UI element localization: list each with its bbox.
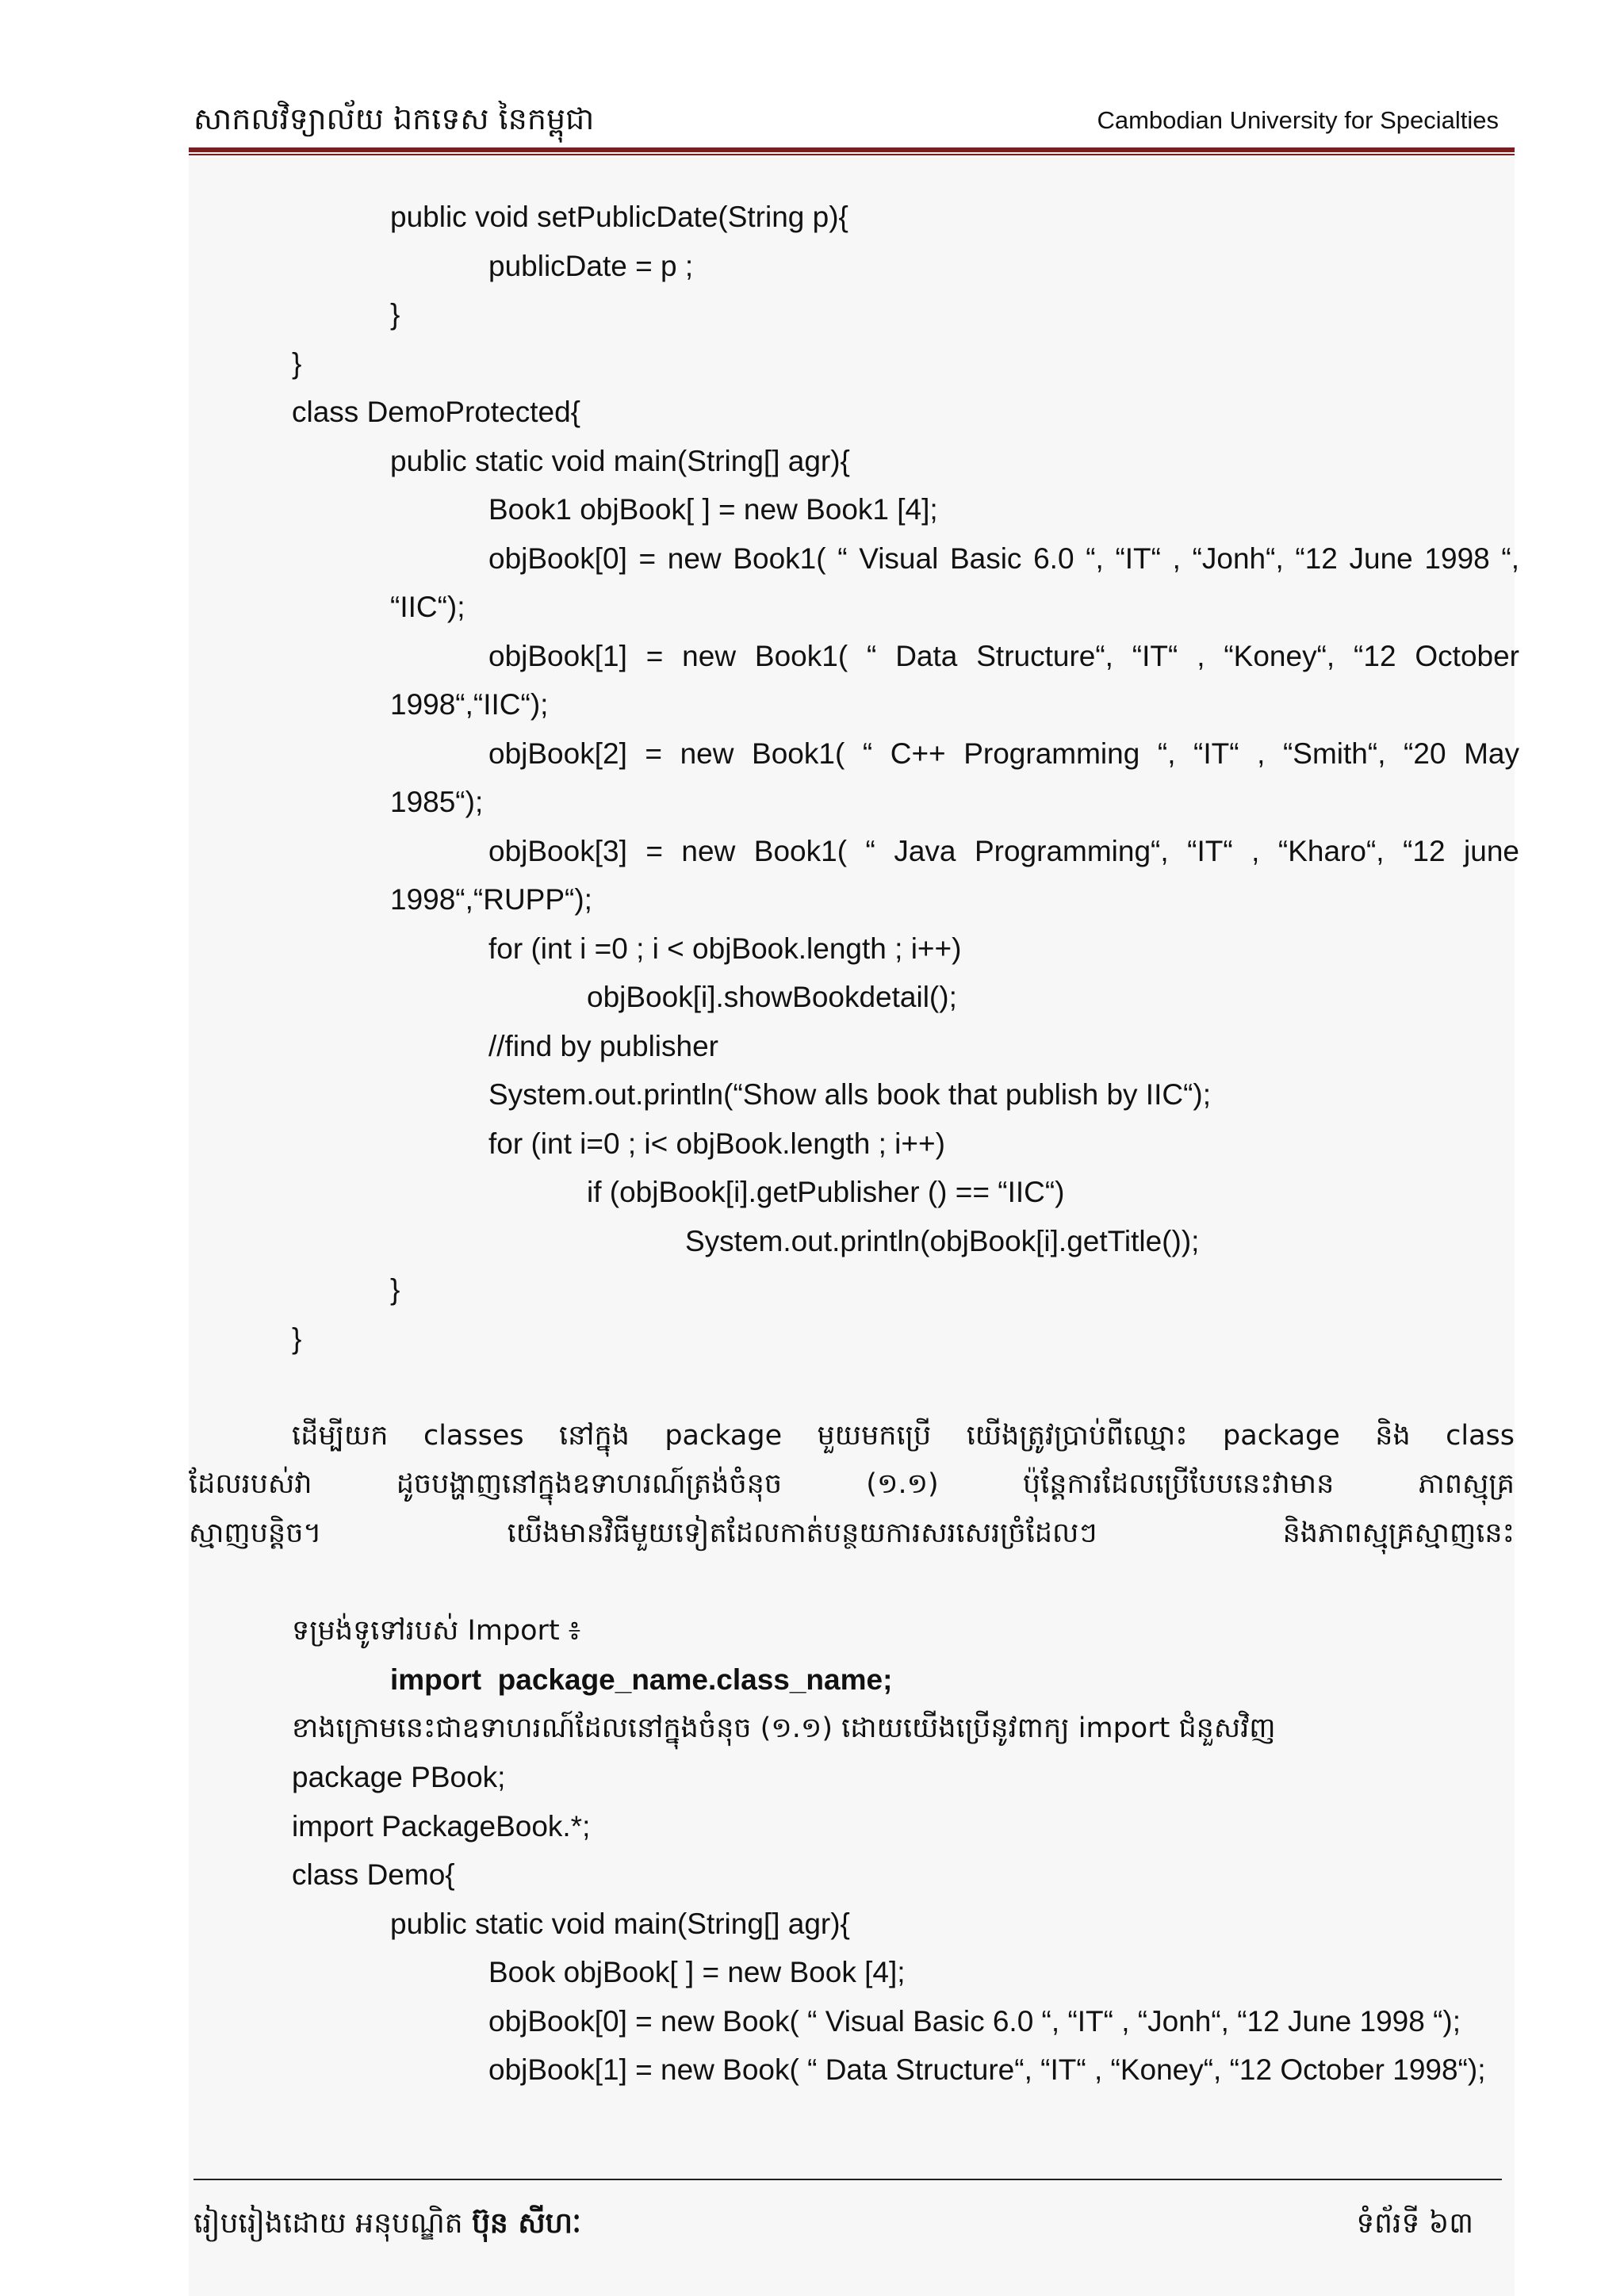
code-line: Book1 objBook[ ] = new Book1 [4]; <box>488 493 938 526</box>
code-line: 1985“); <box>390 786 484 818</box>
header-divider <box>189 147 1515 152</box>
code-line: for (int i =0 ; i < objBook.length ; i++) <box>488 932 962 965</box>
code-line: objBook[i].showBookdetail(); <box>587 981 957 1013</box>
code-line: Book objBook[ ] = new Book [4]; <box>488 1956 906 1988</box>
paragraph-line: ដែលរបស់វា ដូចបង្ហាញនៅក្នុងឧទាហរណ៍ត្រង់ចំនុច (១.១) ប៉ុន្តែការដែលប្រើបែបនេះវាមាន ភាពស្មុគ្រ <box>189 1468 1515 1500</box>
footer-author-prefix: រៀបរៀងដោយ អនុបណ្ឌិត <box>193 2207 473 2240</box>
page-content <box>189 193 1519 2095</box>
example-intro: ខាងក្រោមនេះជាឧទាហរណ៍ដែលនៅក្នុងចំនុច (១.១) ដោយយើងប្រើនូវពាក្យ import ជំនួសវិញ <box>292 1712 1276 1744</box>
code-line: if (objBook[i].getPublisher () == “IIC“) <box>587 1176 1065 1208</box>
code-line: System.out.println(objBook[i].getTitle()); <box>685 1224 1200 1257</box>
code-line: } <box>292 1322 302 1355</box>
paragraph-line: ស្មាញបន្តិច។ យើងមានវិធីមួយទៀតដែលកាត់បន្ថយការសរសេរច្រំដែលៗ និងភាពស្មុគ្រស្មាញនេះ <box>189 1517 1515 1549</box>
header-university-khmer: សាកលវិទ្យាល័យ ឯកទេស នៃកម្ពុជា <box>193 101 595 136</box>
code-line: 1998“,“RUPP“); <box>390 883 592 916</box>
code-line: } <box>390 298 400 331</box>
code-line: objBook[1] = new Book1( “ Data Structure“, “IT“ , “Koney“, “12 October <box>488 639 1519 672</box>
footer-author-name: ប៊ុន សីហៈ <box>472 2207 581 2240</box>
code-line: objBook[0] = new Book( “ Visual Basic 6.0 “, “IT“ , “Jonh“, “12 June 1998 “); <box>488 2004 1461 2038</box>
code-line: public void setPublicDate(String p){ <box>390 201 848 233</box>
syntax-label: ទម្រង់ទូទៅរបស់ Import ៖ <box>292 1614 581 1647</box>
paragraph-line: ដើម្បីយក classes នៅក្នុង package មួយមកប្រើ យើងត្រូវប្រាប់ពីឈ្មោះ package និង class <box>292 1419 1515 1452</box>
code-line: 1998“,“IIC“); <box>390 688 549 721</box>
code-line: class DemoProtected{ <box>292 396 581 428</box>
footer-divider <box>193 2179 1502 2180</box>
code-line: public static void main(String[] agr){ <box>390 1907 850 1940</box>
paragraph-line <box>189 1558 1515 1607</box>
code-line: System.out.println(“Show alls book that publish by IIC“); <box>488 1078 1211 1111</box>
code-line: } <box>390 1273 400 1306</box>
code-line: package PBook; <box>292 1761 506 1793</box>
code-line: } <box>292 346 302 380</box>
code-comment: //find by publisher <box>488 1029 719 1062</box>
header-university-english: Cambodian University for Specialties <box>1097 106 1499 134</box>
code-line: objBook[0] = new Book1( “ Visual Basic 6.0 “, “IT“ , “Jonh“, “12 June 1998 “, <box>488 541 1519 575</box>
syntax-code: import package_name.class_name; <box>390 1663 893 1696</box>
code-line: for (int i=0 ; i< objBook.length ; i++) <box>488 1127 945 1160</box>
code-line: class Demo{ <box>292 1858 455 1891</box>
code-line: “IIC“); <box>390 591 465 623</box>
code-line: objBook[3] = new Book1( “ Java Programming“, “IT“ , “Kharo“, “12 june <box>488 834 1519 867</box>
footer-author <box>193 2204 581 2244</box>
section-heading <box>189 1363 1515 1412</box>
footer-page-number: ទំព័រទី ៦៣ <box>1356 2207 1473 2240</box>
code-line: public static void main(String[] agr){ <box>390 444 850 477</box>
code-line: objBook[1] = new Book( “ Data Structure“, “IT“ , “Koney“, “12 October 1998“); <box>488 2053 1486 2086</box>
code-line: import PackageBook.*; <box>292 1809 591 1843</box>
code-line: objBook[2] = new Book1( “ C++ Programming “, “IT“ , “Smith“, “20 May <box>488 737 1519 770</box>
code-line: publicDate = p ; <box>488 249 694 282</box>
header-divider-thin <box>189 154 1515 155</box>
